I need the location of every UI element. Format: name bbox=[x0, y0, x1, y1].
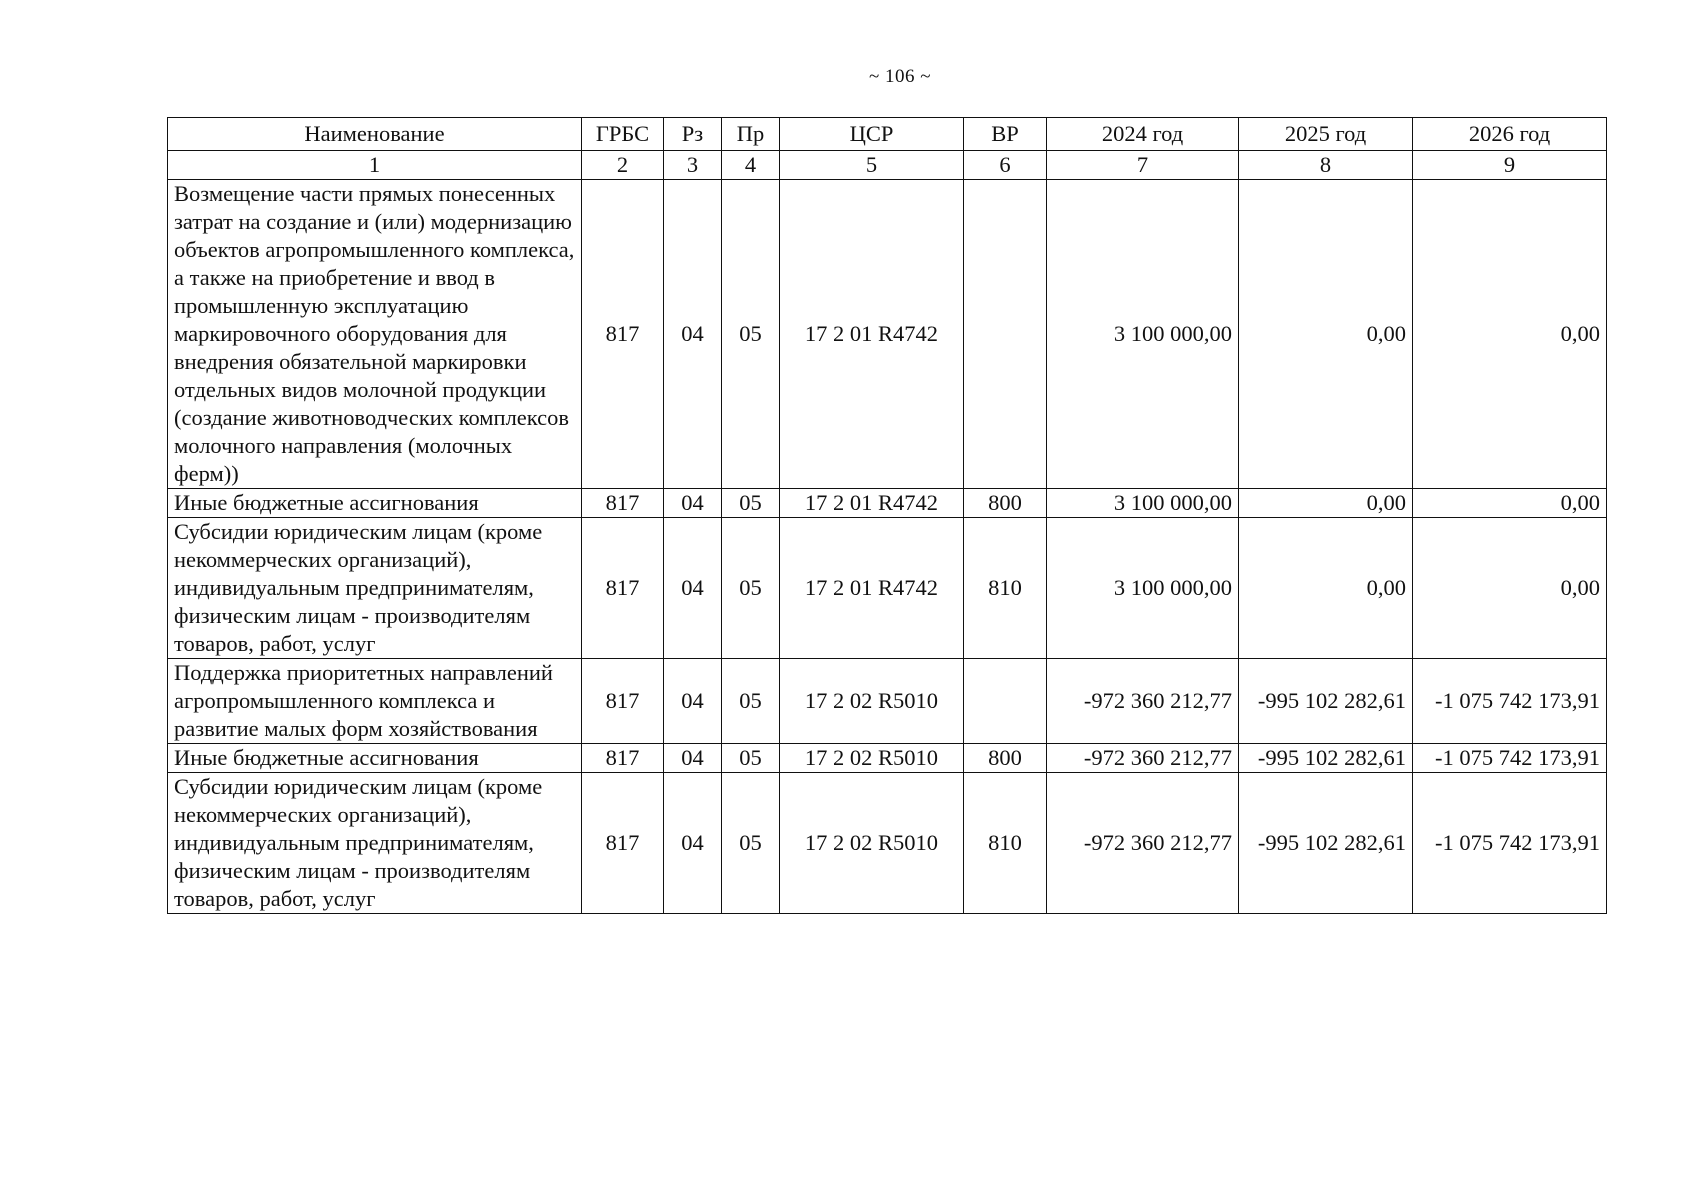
table-row bbox=[168, 744, 1607, 773]
row-grbs: 817 bbox=[582, 489, 664, 518]
column-number: 6 bbox=[964, 151, 1047, 180]
row-csr: 17 2 02 R5010 bbox=[780, 659, 964, 744]
row-grbs: 817 bbox=[582, 659, 664, 744]
header-cell-grbs: ГРБС bbox=[582, 118, 664, 151]
header-cell-2025: 2025 год bbox=[1239, 118, 1413, 151]
row-pr: 05 bbox=[722, 659, 780, 744]
header-cell-name: Наименование bbox=[168, 118, 582, 151]
row-pr: 05 bbox=[722, 744, 780, 773]
row-amount-2025: 0,00 bbox=[1239, 180, 1413, 489]
row-csr: 17 2 02 R5010 bbox=[780, 744, 964, 773]
header-cell-2024: 2024 год bbox=[1047, 118, 1239, 151]
table-row bbox=[168, 518, 1607, 659]
row-amount-2025: 0,00 bbox=[1239, 489, 1413, 518]
column-number: 2 bbox=[582, 151, 664, 180]
table-row bbox=[168, 659, 1607, 744]
column-number: 7 bbox=[1047, 151, 1239, 180]
row-vr bbox=[964, 180, 1047, 489]
row-vr: 810 bbox=[964, 518, 1047, 659]
row-rz: 04 bbox=[664, 773, 722, 914]
table-row bbox=[168, 489, 1607, 518]
row-amount-2025: -995 102 282,61 bbox=[1239, 744, 1413, 773]
row-grbs: 817 bbox=[582, 518, 664, 659]
row-grbs: 817 bbox=[582, 180, 664, 489]
row-pr: 05 bbox=[722, 518, 780, 659]
row-pr: 05 bbox=[722, 180, 780, 489]
table-row bbox=[168, 180, 1607, 489]
row-amount-2026: -1 075 742 173,91 bbox=[1413, 773, 1607, 914]
column-number: 1 bbox=[168, 151, 582, 180]
header-cell-vr: ВР bbox=[964, 118, 1047, 151]
header-cell-2026: 2026 год bbox=[1413, 118, 1607, 151]
row-rz: 04 bbox=[664, 744, 722, 773]
row-csr: 17 2 01 R4742 bbox=[780, 180, 964, 489]
row-amount-2025: -995 102 282,61 bbox=[1239, 773, 1413, 914]
row-rz: 04 bbox=[664, 180, 722, 489]
column-number: 3 bbox=[664, 151, 722, 180]
row-rz: 04 bbox=[664, 659, 722, 744]
row-rz: 04 bbox=[664, 518, 722, 659]
row-name: Субсидии юридическим лицам (кроме некоммерческих организаций), индивидуальным предпринимателям, физическим лицам - производителям товаров, работ, услуг bbox=[168, 518, 582, 659]
row-pr: 05 bbox=[722, 489, 780, 518]
row-amount-2025: 0,00 bbox=[1239, 518, 1413, 659]
row-grbs: 817 bbox=[582, 773, 664, 914]
row-amount-2024: -972 360 212,77 bbox=[1047, 744, 1239, 773]
table-row bbox=[168, 773, 1607, 914]
header-cell-rz: Рз bbox=[664, 118, 722, 151]
header-cell-pr: Пр bbox=[722, 118, 780, 151]
row-amount-2024: -972 360 212,77 bbox=[1047, 773, 1239, 914]
row-amount-2026: -1 075 742 173,91 bbox=[1413, 659, 1607, 744]
row-csr: 17 2 01 R4742 bbox=[780, 518, 964, 659]
row-amount-2025: -995 102 282,61 bbox=[1239, 659, 1413, 744]
row-amount-2026: 0,00 bbox=[1413, 489, 1607, 518]
row-rz: 04 bbox=[664, 489, 722, 518]
row-name: Возмещение части прямых понесенных затрат на создание и (или) модернизацию объектов агропромышленного комплекса, а также на приобретение и ввод в промышленную эксплуатацию маркировочного оборудования для внедрения обязательной маркировки отдельных видов молочной продукции (создание животноводческих комплексов молочного направления (молочных ферм)) bbox=[168, 180, 582, 489]
column-number: 8 bbox=[1239, 151, 1413, 180]
row-amount-2026: 0,00 bbox=[1413, 180, 1607, 489]
row-csr: 17 2 01 R4742 bbox=[780, 489, 964, 518]
row-csr: 17 2 02 R5010 bbox=[780, 773, 964, 914]
row-name: Поддержка приоритетных направлений агропромышленного комплекса и развитие малых форм хозяйствования bbox=[168, 659, 582, 744]
row-amount-2024: 3 100 000,00 bbox=[1047, 180, 1239, 489]
page-number: ~ 106 ~ bbox=[868, 66, 932, 87]
header-cell-csr: ЦСР bbox=[780, 118, 964, 151]
row-amount-2026: 0,00 bbox=[1413, 518, 1607, 659]
row-grbs: 817 bbox=[582, 744, 664, 773]
column-number: 4 bbox=[722, 151, 780, 180]
row-amount-2026: -1 075 742 173,91 bbox=[1413, 744, 1607, 773]
row-pr: 05 bbox=[722, 773, 780, 914]
row-name: Субсидии юридическим лицам (кроме некоммерческих организаций), индивидуальным предпринимателям, физическим лицам - производителям товаров, работ, услуг bbox=[168, 773, 582, 914]
row-vr: 800 bbox=[964, 489, 1047, 518]
row-amount-2024: -972 360 212,77 bbox=[1047, 659, 1239, 744]
row-name: Иные бюджетные ассигнования bbox=[168, 489, 582, 518]
row-amount-2024: 3 100 000,00 bbox=[1047, 518, 1239, 659]
row-vr: 810 bbox=[964, 773, 1047, 914]
column-number-row bbox=[168, 151, 1607, 180]
row-vr bbox=[964, 659, 1047, 744]
column-number: 5 bbox=[780, 151, 964, 180]
row-amount-2024: 3 100 000,00 bbox=[1047, 489, 1239, 518]
column-number: 9 bbox=[1413, 151, 1607, 180]
budget-table bbox=[167, 117, 1607, 914]
row-name: Иные бюджетные ассигнования bbox=[168, 744, 582, 773]
header-row bbox=[168, 118, 1607, 151]
row-vr: 800 bbox=[964, 744, 1047, 773]
